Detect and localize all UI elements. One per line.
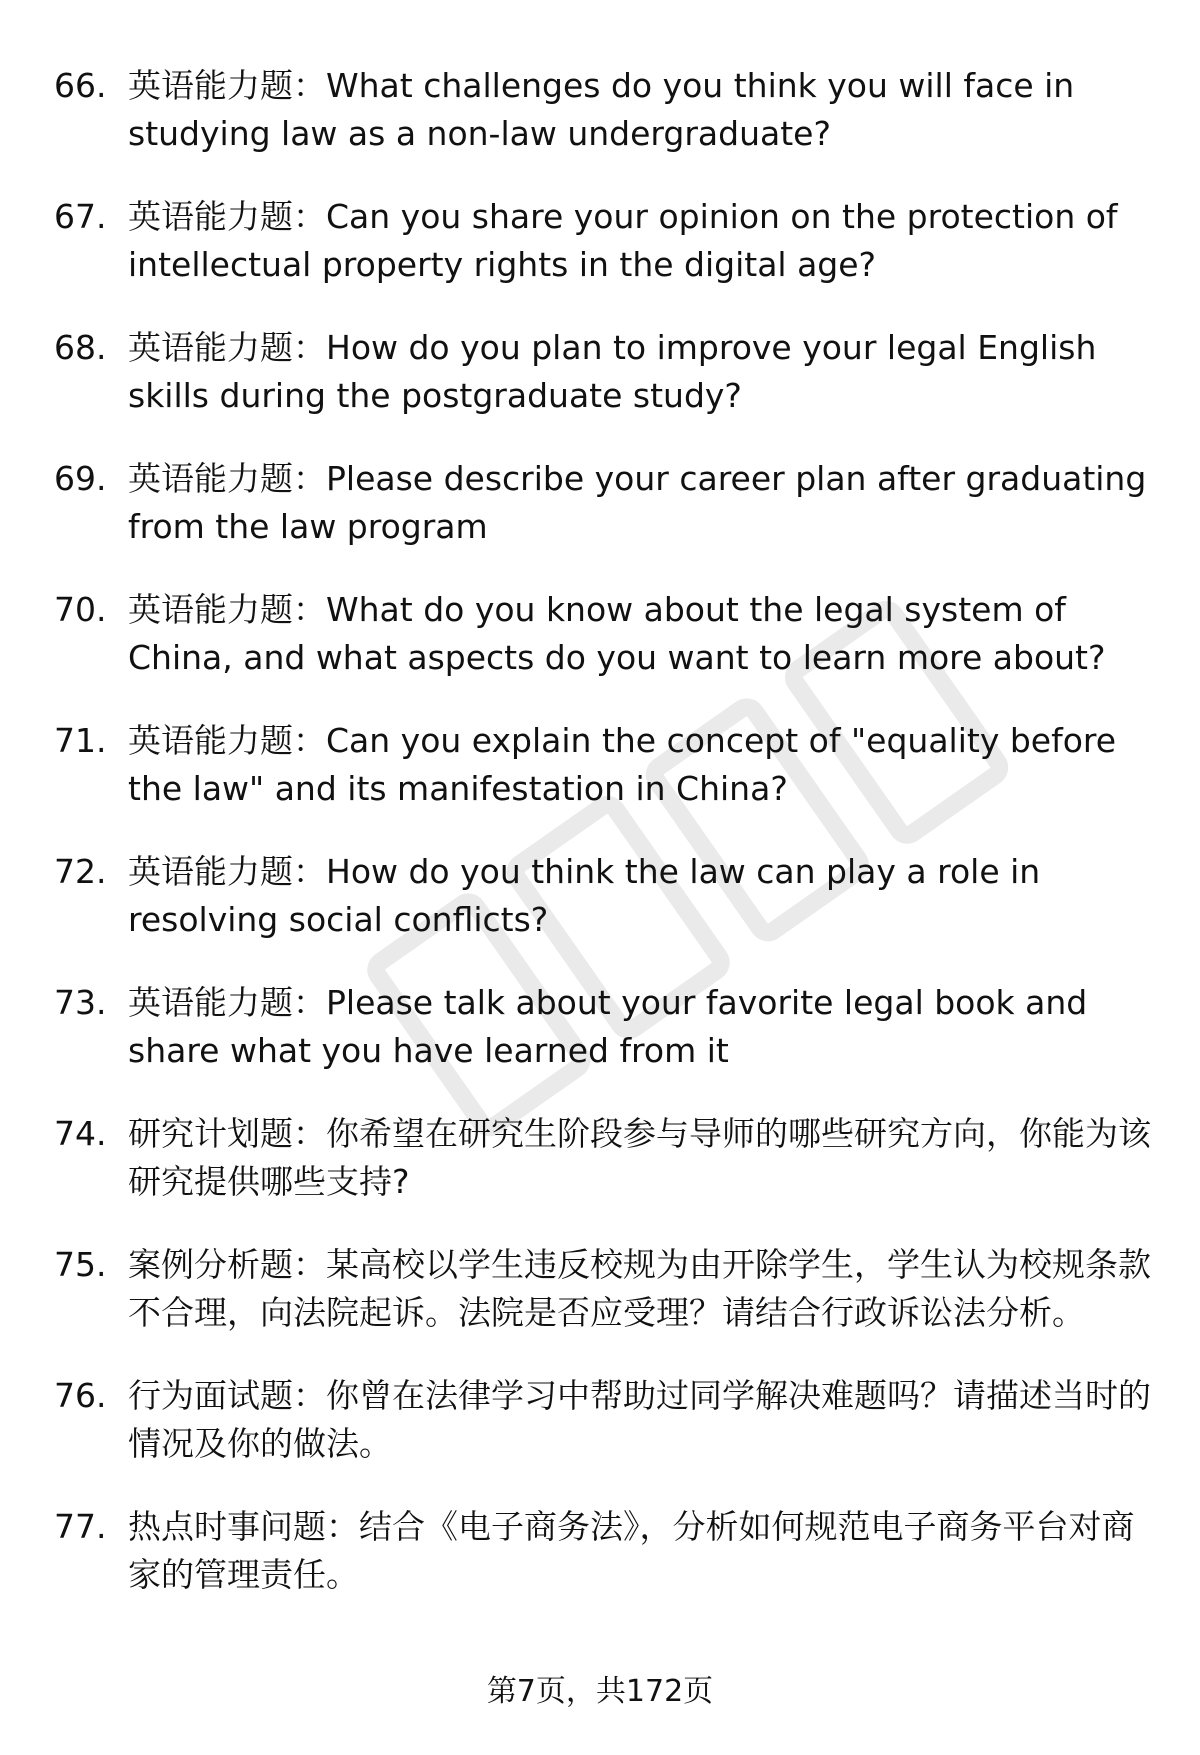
question-item (54, 1503, 1164, 1599)
question-item (54, 848, 1164, 944)
question-category: 研究计划题： (128, 1114, 326, 1153)
question-number: 77. (54, 1507, 107, 1546)
question-category: 英语能力题： (128, 66, 326, 105)
question-text (128, 1503, 1164, 1599)
question-item (54, 62, 1164, 158)
question-text (128, 62, 1164, 158)
question-item (54, 455, 1164, 551)
question-item (54, 193, 1164, 289)
question-item (54, 586, 1164, 682)
question-text (128, 848, 1164, 944)
question-category: 案例分析题： (128, 1245, 326, 1284)
question-number: 69. (54, 459, 107, 498)
question-body: 结合《电子商务法》，分析如何规范电子商务平台对商家的管理责任。 (128, 1507, 1135, 1594)
question-list (54, 62, 1164, 1634)
question-body: What do you know about the legal system of China, and what aspects do you want to learn more about? (128, 590, 1106, 677)
question-body: How do you think the law can play a role in resolving social conflicts? (128, 852, 1041, 939)
question-text (128, 455, 1164, 551)
question-text (128, 1241, 1164, 1337)
question-number: 66. (54, 66, 107, 105)
question-item (54, 1110, 1164, 1206)
question-body: Can you share your opinion on the protection of intellectual property rights in the digital age? (128, 197, 1118, 284)
question-item (54, 1241, 1164, 1337)
question-category: 英语能力题： (128, 983, 326, 1022)
question-category: 英语能力题： (128, 328, 326, 367)
question-number: 75. (54, 1245, 107, 1284)
question-item (54, 1372, 1164, 1468)
question-item (54, 717, 1164, 813)
question-body: Can you explain the concept of "equality before the law" and its manifestation in China? (128, 721, 1117, 808)
question-category: 英语能力题： (128, 197, 326, 236)
question-text (128, 1110, 1164, 1206)
question-text (128, 193, 1164, 289)
question-body: Please describe your career plan after graduating from the law program (128, 459, 1147, 546)
question-text (128, 586, 1164, 682)
question-number: 74. (54, 1114, 107, 1153)
question-number: 68. (54, 328, 107, 367)
question-category: 英语能力题： (128, 459, 326, 498)
question-body: Please talk about your favorite legal book and share what you have learned from it (128, 983, 1088, 1070)
question-body: What challenges do you think you will face in studying law as a non-law undergraduate? (128, 66, 1075, 153)
question-number: 71. (54, 721, 107, 760)
question-text (128, 1372, 1164, 1468)
question-body: 你希望在研究生阶段参与导师的哪些研究方向，你能为该研究提供哪些支持? (128, 1114, 1151, 1201)
question-body: 你曾在法律学习中帮助过同学解决难题吗？请描述当时的情况及你的做法。 (128, 1376, 1151, 1463)
question-text (128, 324, 1164, 420)
question-category: 英语能力题： (128, 852, 326, 891)
question-body: 某高校以学生违反校规为由开除学生，学生认为校规条款不合理，向法院起诉。法院是否应受理？请结合行政诉讼法分析。 (128, 1245, 1151, 1332)
question-number: 70. (54, 590, 107, 629)
question-item (54, 324, 1164, 420)
question-text (128, 717, 1164, 813)
question-number: 72. (54, 852, 107, 891)
question-number: 67. (54, 197, 107, 236)
question-text (128, 979, 1164, 1075)
question-category: 热点时事问题： (128, 1507, 359, 1546)
question-body: How do you plan to improve your legal English skills during the postgraduate study? (128, 328, 1097, 415)
page-number-footer: 第7页，共172页 (486, 1674, 714, 1709)
question-category: 行为面试题： (128, 1376, 326, 1415)
question-number: 73. (54, 983, 107, 1022)
question-number: 76. (54, 1376, 107, 1415)
question-category: 英语能力题： (128, 721, 326, 760)
question-item (54, 979, 1164, 1075)
question-category: 英语能力题： (128, 590, 326, 629)
